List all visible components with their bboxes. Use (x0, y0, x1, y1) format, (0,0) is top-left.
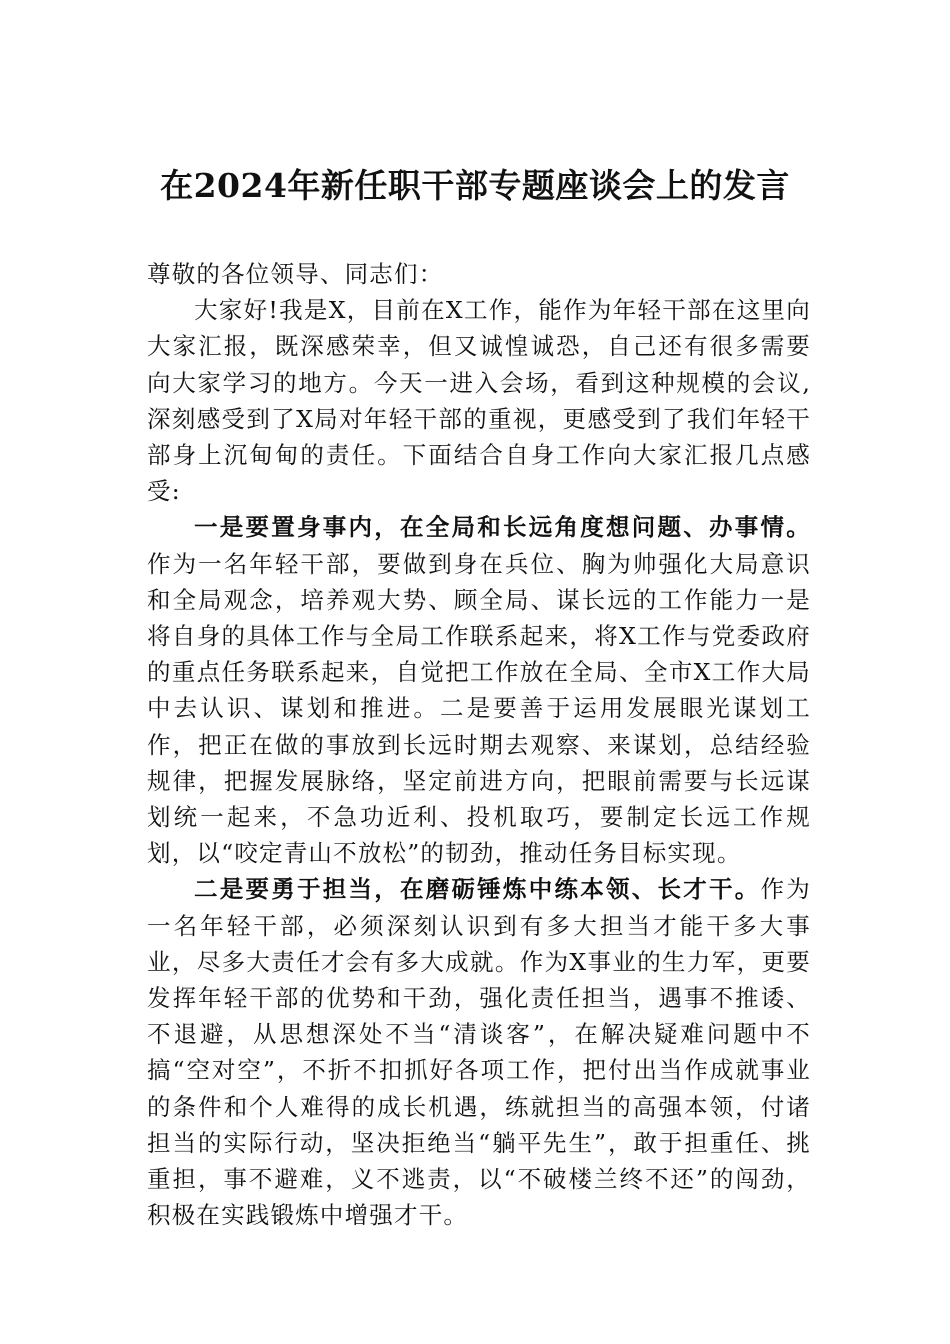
document-body (147, 256, 811, 1233)
point-heading-1: 一是要置身事内，在全局和长远角度想问题、办事情。 (194, 513, 811, 542)
point-text-2: 作为一名年轻干部，必须深刻认识到有多大担当才能干多大事业，尽多大责任才会有多大成就。作为X事业的生力军，更要发挥年轻干部的优势和干劲，强化责任担当，遇事不推诿、不退避，从思想深处不当“清谈客”，在解决疑难问题中不搞“空对空”，不折不扣抓好各项工作，把付出当作成就事业的条件和个人难得的成长机遇，练就担当的高强本领，付诸担当的实际行动，坚决拒绝当“躺平先生”，敢于担重任、挑重担，事不避难，义不逃责，以“不破楼兰终不还”的闯劲，积极在实践锻炼中增强才干。 (147, 875, 811, 1230)
point-paragraph-2 (147, 871, 811, 1233)
point-paragraph-1 (147, 509, 811, 871)
point-heading-2: 二是要勇于担当，在磨砺锤炼中练本领、长才干。 (194, 875, 761, 904)
intro-paragraph: 大家好!我是X，目前在X工作，能作为年轻干部在这里向大家汇报，既深感荣幸，但又诚惶诚恐，自己还有很多需要向大家学习的地方。今天一进入会场，看到这种规模的会议,深刻感受到了X局对年轻干部的重视，更感受到了我们年轻干部身上沉甸甸的责任。下面结合自身工作向大家汇报几点感受: (147, 296, 811, 506)
salutation: 尊敬的各位领导、同志们： (147, 260, 444, 288)
point-text-1: 作为一名年轻干部，要做到身在兵位、胸为帅强化大局意识和全局观念，培养观大势、顾全局、谋长远的工作能力一是将自身的具体工作与全局工作联系起来，将X工作与党委政府的重点任务联系起来，自觉把工作放在全局、全市X工作大局中去认识、谋划和推进。二是要善于运用发展眼光谋划工作，把正在做的事放到长远时期去观察、来谋划，总结经验规律，把握发展脉络，坚定前进方向，把眼前需要与长远谋划统一起来，不急功近利、投机取巧，要制定长远工作规划，以“咬定青山不放松”的韧劲，推动任务目标实现。 (147, 549, 811, 868)
document-title: 在2024年新任职干部专题座谈会上的发言 (160, 166, 790, 205)
